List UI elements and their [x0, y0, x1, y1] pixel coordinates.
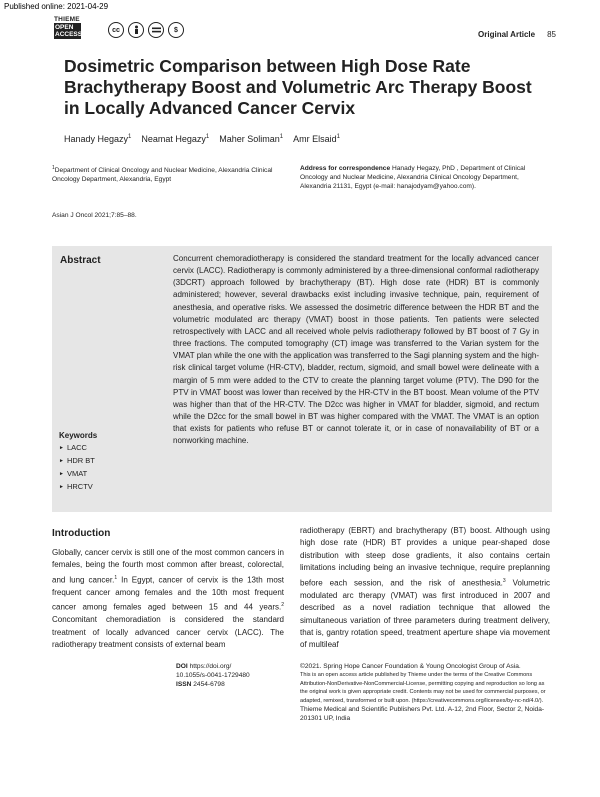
logo-thieme-text: THIEME	[54, 16, 80, 23]
author[interactable]: Hanady Hegazy$^1$	[64, 134, 132, 144]
publisher-text: Thieme Medical and Scientific Publishers Pvt. Ltd. A-12, 2nd Floor, Sector 2, Noida-201301 UP, India	[300, 706, 545, 722]
thieme-open-access-logo	[54, 16, 82, 46]
issn-value: 2454-6798	[193, 681, 225, 688]
affiliation: $^1$Department of Clinical Oncology and Nuclear Medicine, Alexandria Clinical Oncology Department, Alexandria, Egypt	[52, 165, 273, 184]
page-number: 85	[547, 30, 556, 39]
article-title: Dosimetric Comparison between High Dose Rate Brachytherapy Boost and Volumetric Arc Therapy Boost in Locally Advanced Cancer Cervix	[64, 56, 532, 118]
doi-label: DOI	[176, 663, 188, 670]
correspondence-text: Hanady Hegazy, PhD , Department of Clinical Oncology and Nuclear Medicine, Alexandria Clinical Oncology Department, Alexandria 21131, Egypt (e-mail: hanajodyam@yahoo.com).	[300, 165, 526, 190]
cc-icon: cc	[108, 22, 124, 38]
keyword-item[interactable]: ► HRCTV	[59, 481, 97, 494]
by-icon	[128, 22, 144, 38]
logo-open-access-box	[54, 23, 81, 39]
logo-open-text: OPEN	[55, 24, 74, 31]
introduction-left-column: Globally, cancer cervix is still one of the most common cancers in females, being the fourth most common after breast, colorectal, and lung cancer.$^1$ In Egypt, cancer of cervix is the 13th most frequent cancer among females and the 10th most frequent cancer among females aged between 15 and 44 years.$^2$ Concomitant chemoradiation is considered the standard treatment of locally advanced cancer cervix (LACC). The radiotherapy treatment consists of external beam	[52, 548, 284, 650]
keyword-item[interactable]: ► VMAT	[59, 468, 97, 481]
journal-citation: Asian J Oncol 2021;7:85–88.	[52, 212, 137, 219]
license-block	[300, 662, 552, 723]
running-header	[478, 30, 556, 39]
abstract-text: Concurrent chemoradiotherapy is considered the standard treatment for the locally advanced cancer cervix (LACC). Radiotherapy is commonly administered by a three-dimensional conformal radiotherapy (3DCRT) approach followed by brachytherapy (BT). High dose rate (HDR) BT is commonly administered; however, several drawbacks exist including invasive technique, pain, requirement of anesthesia, and operative risks. We assessed the dosimetric difference between the HDR BT and the volumetric modulated arc therapy (VMAT) boost in those patients. Ten patients were selected retrospectively with LACC and all received whole pelvis radiotherapy followed by BT boost of 7 Gy in three fractions. The computed tomography (CT) image was transferred to the Varian system for the VMAT plan while the one with the application was transferred to the Sagi planning system and the high-risk clinical target volume (HR-CTV), bladder, rectum, sigmoid, and small bowel were delineate with a margin of 5 mm were added to the CTV to create the planning target volume (PTV). The D90 for the PTV in VMAT boost was lower than received by the HR-CTV in the BT boost. Mean volume of the PTV was higher than that of the HR-CTV. The D2cc was higher in VMAT for bladder, sigmoid, and rectum while the D2cc for the small bowel in BT was higher compared with the VMAT. The VMAT is an option that exists for patients who refuse BT or cannot tolerate it, or in case of nonavailability of BT or a nonworking machine.	[173, 254, 539, 446]
keywords-list	[59, 430, 97, 494]
license-text: This is an open access article published by Thieme under the terms of the Creative Commons Attribution-NonDerivative-NonCommercial-License, permitting copying and reproduction so long as the original work is given appropriate credit. Contents may not be used for commercial purposes, or adapted, remixed, transformed or built upon. (https://creativecommons.org/licenses/by-nc-nd/4.0/).	[300, 672, 546, 704]
nc-icon: $	[168, 22, 184, 38]
abstract-box	[52, 246, 552, 512]
abstract-heading: Abstract	[60, 255, 101, 266]
copyright-text: ©2021. Spring Hope Cancer Foundation & Young Oncologist Group of Asia.	[300, 663, 521, 670]
introduction-right-column: radiotherapy (EBRT) and brachytherapy (BT) boost. Although using high dose rate (HDR) BT provides a unique pear-shaped dose distribution with steep dose gradients, it also contains certain limitations including being an invasive technique, require preplanning before each session, and the risk of anesthesia.$^3$ Volumetric modulated arc therapy (VMAT) was first introduced in 2007 and described as a novel radiation technique that allowed the simultaneous variation of three parameters during treatment delivery, that is, gantry rotation speed, treatment aperture shape via movement of multileaf	[300, 526, 551, 650]
author[interactable]: Maher Soliman$^1$	[219, 134, 284, 144]
nd-icon	[148, 22, 164, 38]
keyword-item[interactable]: ► HDR BT	[59, 455, 97, 468]
doi-link[interactable]: https://doi.org/	[189, 663, 232, 670]
published-online-date: Published online: 2021-04-29	[4, 2, 109, 11]
correspondence-label: Address for correspondence	[300, 165, 391, 172]
correspondence-address	[300, 164, 550, 191]
author-list	[64, 134, 340, 144]
reference-marker[interactable]: 1	[114, 574, 118, 581]
article-section: Original Article	[478, 30, 536, 39]
author[interactable]: Amr Elsaid$^1$	[293, 134, 340, 144]
author[interactable]: Neamat Hegazy$^1$	[141, 134, 210, 144]
issn-label: ISSN	[176, 681, 192, 688]
doi-link-continued[interactable]: 10.1055/s-0041-1729480	[176, 672, 250, 679]
creative-commons-icons	[108, 22, 184, 38]
keywords-heading: Keywords	[59, 431, 98, 440]
logo-access-text: ACCESS	[55, 31, 83, 38]
doi-block	[176, 662, 250, 689]
reference-marker[interactable]: 3	[502, 577, 506, 584]
keyword-item[interactable]: ► LACC	[59, 442, 97, 455]
reference-marker[interactable]: 2	[281, 602, 284, 609]
introduction-heading: Introduction	[52, 528, 111, 539]
